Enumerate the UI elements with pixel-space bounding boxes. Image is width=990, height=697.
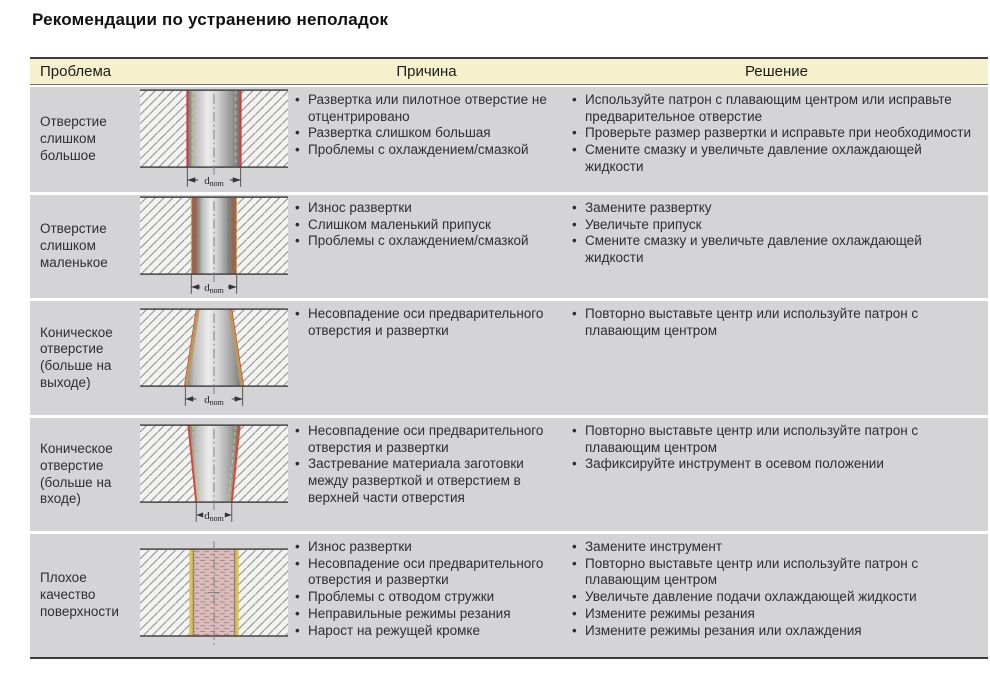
problem-label: Плохое качество поверхности [40,570,119,619]
cause-cell [288,418,565,531]
dimension-label: dnom [204,509,224,523]
bullet-item: • Несовпадение оси предварительного отверстия и развертки [294,556,561,589]
bullet-item: • Несовпадение оси предварительного отверстия и развертки [294,306,561,339]
poor-surface-finish-diagram [140,541,288,650]
bullet-item: • Несовпадение оси предварительного отверстия и развертки [294,423,561,456]
page-title: Рекомендации по устранению неполадок [32,10,389,29]
cause-list [294,200,561,250]
dimension-label: dnom [204,174,224,188]
bullet-item: • Неправильные режимы резания [294,606,561,623]
bullet-item: • Проблемы с охлаждением/смазкой [294,233,561,250]
table-row [30,87,988,192]
bullet-item: • Износ развертки [294,539,561,556]
bullet-item: • Повторно выставьте центр или используйте патрон с плавающим центром [571,556,980,589]
bullet-item: • Замените инструмент [571,539,980,556]
solution-cell [565,418,988,531]
dimension-label: dnom [204,393,224,407]
diagram-slot [140,195,288,298]
troubleshooting-table [30,57,988,659]
cause-cell [288,195,565,298]
table-row [30,534,988,657]
cause-list [294,306,561,339]
bullet-item: • Увеличьте припуск [571,217,980,234]
problem-cell [30,301,140,415]
bullet-item: • Проблемы с охлаждением/смазкой [294,142,561,159]
bullet-item: • Зафиксируйте инструмент в осевом положении [571,456,980,473]
cause-cell [288,534,565,657]
solution-list [571,306,980,339]
bullet-item: • Развертка слишком большая [294,125,561,142]
hole-too-small-diagram [140,195,288,298]
bullet-item: • Смените смазку и увеличьте давление охлаждающей жидкости [571,233,980,266]
bullet-item: • Увеличьте давление подачи охлаждающей жидкости [571,589,980,606]
bullet-item: • Износ развертки [294,200,561,217]
taper-larger-at-exit-diagram [140,307,288,410]
table-row [30,195,988,298]
solution-list [571,539,980,639]
bullet-item: • Измените режимы резания или охлаждения [571,623,980,640]
solution-cell [565,195,988,298]
hole-too-big-diagram [140,88,288,191]
bullet-item: • Нарост на режущей кромке [294,623,561,640]
problem-cell [30,534,140,657]
table-row [30,418,988,531]
header-problem: Проблема [40,63,112,80]
problem-label: Отверстие слишком маленькое [40,221,108,270]
bullet-item: • Повторно выставьте центр или используйте патрон с плавающим центром [571,306,980,339]
bullet-item: • Повторно выставьте центр или используйте патрон с плавающим центром [571,423,980,456]
bullet-item: • Смените смазку и увеличьте давление охлаждающей жидкости [571,142,980,175]
problem-cell [30,418,140,531]
bullet-item: • Проблемы с отводом стружки [294,589,561,606]
bullet-item: • Развертка или пилотное отверстие не отцентрировано [294,92,561,125]
problem-label: Коническое отверстие (больше на входе) [40,441,113,507]
solution-list [571,423,980,473]
problem-cell [30,87,140,192]
bullet-item: • Слишком маленький припуск [294,217,561,234]
bullet-item: • Застревание материала заготовки между разверткой и отверстием в верхней части отверстия [294,456,561,506]
solution-cell [565,87,988,192]
taper-larger-at-entry-diagram [140,423,288,526]
cause-list [294,92,561,159]
diagram-slot [140,87,288,192]
problem-label: Коническое отверстие (больше на выходе) [40,324,113,390]
table-header [30,59,988,85]
solution-list [571,92,980,176]
diagram-slot [140,534,288,657]
cause-cell [288,301,565,415]
solution-cell [565,534,988,657]
cause-list [294,539,561,639]
table-row [30,301,988,415]
header-cause: Причина [396,63,457,80]
diagram-slot [140,418,288,531]
table-body [30,85,988,657]
diagram-slot [140,301,288,415]
header-solution: Решение [744,63,809,80]
problem-cell [30,195,140,298]
dimension-label: dnom [204,281,224,295]
bullet-item: • Используйте патрон с плавающим центром или исправьте предварительное отверстие [571,92,980,125]
solution-cell [565,301,988,415]
cause-list [294,423,561,507]
bullet-item: • Замените развертку [571,200,980,217]
problem-label: Отверстие слишком большое [40,114,107,163]
bullet-item: • Проверьте размер развертки и исправьте при необходимости [571,125,980,142]
solution-list [571,200,980,267]
bullet-item: • Измените режимы резания [571,606,980,623]
cause-cell [288,87,565,192]
